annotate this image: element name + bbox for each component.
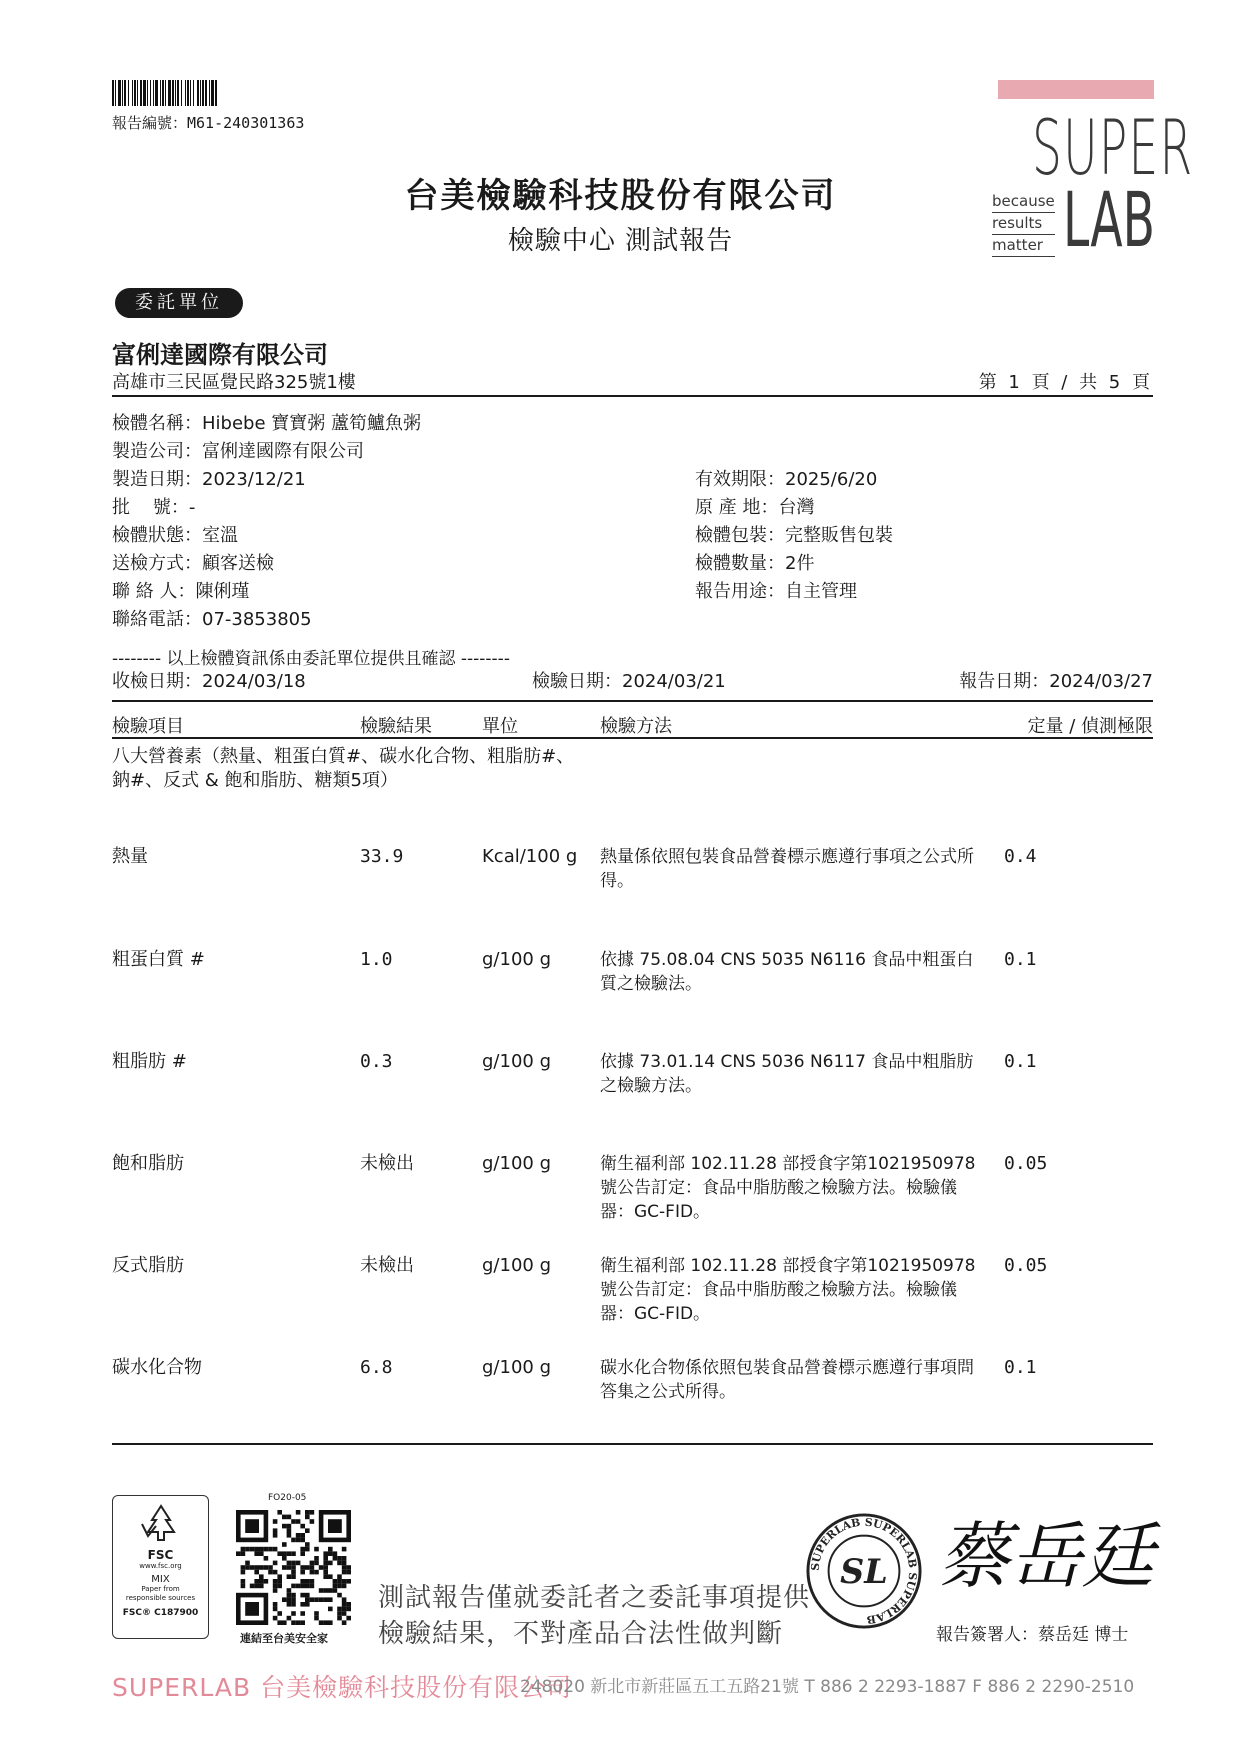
company-title: 台美檢驗科技股份有限公司 (404, 176, 837, 216)
qr-code[interactable] (236, 1510, 351, 1625)
cell-item: 反式脂肪 (112, 1255, 184, 1276)
cell-item: 碳水化合物 (112, 1357, 202, 1378)
cell-limit: 0.1 (1004, 1357, 1037, 1378)
cell-item: 粗脂肪 # (112, 1051, 187, 1072)
handwritten-signature: 蔡岳廷 (938, 1514, 1155, 1598)
fsc-site: www.fsc.org (139, 1562, 182, 1570)
cell-result: 33.9 (360, 846, 404, 867)
qr-caption: 連結至台美安全家 (240, 1632, 328, 1645)
cell-unit: g/100 g (482, 1357, 551, 1378)
cell-method: 碳水化合物係依照包裝食品營養標示應遵行事項問答集之公式所得。 (600, 1358, 974, 1402)
cell-limit: 0.05 (1004, 1153, 1048, 1174)
sample-delivery: 送檢方式：顧客送檢 (112, 553, 274, 574)
col-header-item: 檢驗項目 (112, 716, 184, 737)
sample-expiry: 有效期限：2025/6/20 (695, 469, 878, 490)
cell-item: 飽和脂肪 (112, 1153, 184, 1174)
report-number: 報告編號：M61-240301363 (112, 114, 305, 132)
cell-result: 1.0 (360, 949, 393, 970)
client-name: 富俐達國際有限公司 (112, 341, 328, 369)
report-date: 報告日期：2024/03/27 (959, 671, 1153, 692)
sample-state: 檢體狀態：室溫 (112, 525, 238, 546)
cell-method: 熱量係依照包裝食品營養標示應遵行事項之公式所得。 (600, 847, 974, 891)
group-heading-line: 鈉#、反式 & 飽和脂肪、糖類5項） (112, 770, 399, 791)
sample-phone: 聯絡電話：07-3853805 (112, 609, 312, 630)
signer: 報告簽署人：蔡岳廷 博士 (936, 1625, 1129, 1645)
cell-method: 依據 75.08.04 CNS 5035 N6116 食品中粗蛋白質之檢驗法。 (600, 950, 974, 994)
footer-contact: 248020 新北市新莊區五工五路21號 T 886 2 2293-1887 F 886 2 2290-2510 (520, 1677, 1135, 1697)
disclaimer-line: 測試報告僅就委託者之委託事項提供 (378, 1583, 811, 1613)
table-header-rule (112, 737, 1153, 739)
cell-result: 未檢出 (360, 1153, 414, 1174)
sample-contact: 聯 絡 人：陳俐瑾 (112, 581, 250, 602)
fsc-label (112, 1495, 209, 1639)
fsc-code: FSC® C187900 (122, 1608, 199, 1618)
cell-limit: 0.05 (1004, 1255, 1048, 1276)
fsc-mix: MIX (151, 1574, 170, 1585)
cell-unit: Kcal/100 g (482, 846, 578, 867)
fsc-tree-icon (136, 1502, 186, 1544)
fsc-paper: Paper from responsible sources (125, 1585, 196, 1602)
divider (112, 395, 1153, 397)
received-date: 收檢日期：2024/03/18 (112, 671, 306, 692)
company-seal (805, 1512, 923, 1630)
col-header-limit: 定量 / 偵測極限 (1027, 716, 1153, 737)
cell-method: 依據 73.01.14 CNS 5036 N6117 食品中粗脂肪之檢驗方法。 (600, 1052, 974, 1096)
client-label-badge: 委託單位 (115, 288, 243, 318)
sample-batch: 批 號：- (112, 497, 196, 518)
disclaimer (378, 1580, 810, 1652)
cell-limit: 0.4 (1004, 846, 1037, 867)
tested-date: 檢驗日期：2024/03/21 (532, 671, 726, 692)
cell-unit: g/100 g (482, 1153, 551, 1174)
qr-code-id: FO20-05 (268, 1493, 307, 1503)
barcode-bar (217, 80, 218, 106)
cell-method: 衛生福利部 102.11.28 部授食字第1021950978 號公告訂定：食品中脂肪酸之檢驗方法。檢驗儀器：GC-FID。 (600, 1154, 976, 1222)
sample-quantity: 檢體數量：2件 (695, 553, 815, 574)
cell-limit: 0.1 (1004, 1051, 1037, 1072)
col-header-method: 檢驗方法 (600, 716, 672, 737)
brand-logo-lab: LAB (1063, 175, 1155, 264)
col-header-result: 檢驗結果 (360, 716, 432, 737)
group-heading-line: 八大營養素（熱量、粗蛋白質#、碳水化合物、粗脂肪#、 (112, 746, 575, 767)
cell-unit: g/100 g (482, 1255, 551, 1276)
sample-packaging: 檢體包裝：完整販售包裝 (695, 525, 893, 546)
cell-result: 6.8 (360, 1357, 393, 1378)
sample-name: 檢體名稱：Hibebe 寶寶粥 蘆筍鱸魚粥 (112, 413, 421, 434)
cell-item: 粗蛋白質 # (112, 949, 205, 970)
brand-logo-super: SUPER (1032, 103, 1194, 192)
confirm-note: -------- 以上檢體資訊係由委託單位提供且確認 -------- (112, 649, 510, 669)
report-subtitle: 檢驗中心 測試報告 (507, 226, 734, 256)
seal-ring-text: SUPERLAB SUPERLAB SUPERLAB (808, 1515, 920, 1627)
sample-purpose: 報告用途：自主管理 (695, 581, 857, 602)
page-indicator: 第 1 頁 / 共 5 頁 (978, 372, 1153, 393)
cell-result: 未檢出 (360, 1255, 414, 1276)
cell-item: 熱量 (112, 846, 148, 867)
footer-brand: SUPERLAB 台美檢驗科技股份有限公司 (112, 1673, 573, 1702)
brand-tagline-line: matter (992, 235, 1055, 257)
cell-result: 0.3 (360, 1051, 393, 1072)
sample-origin: 原 產 地：台灣 (695, 497, 815, 518)
cell-method: 衛生福利部 102.11.28 部授食字第1021950978 號公告訂定：食品中脂肪酸之檢驗方法。檢驗儀器：GC-FID。 (600, 1256, 976, 1324)
table-bottom-rule (112, 1443, 1153, 1445)
brand-tagline-line: results (992, 213, 1055, 235)
disclaimer-line: 檢驗結果，不對產品合法性做判斷 (378, 1619, 784, 1649)
barcode (112, 80, 344, 106)
cell-unit: g/100 g (482, 949, 551, 970)
table-top-rule (112, 700, 1153, 702)
col-header-unit: 單位 (482, 716, 518, 737)
sample-mfg-date: 製造日期：2023/12/21 (112, 469, 306, 490)
brand-accent-bar (998, 80, 1154, 99)
cell-limit: 0.1 (1004, 949, 1037, 970)
sample-manufacturer: 製造公司：富俐達國際有限公司 (112, 441, 364, 462)
seal-initials: SL (840, 1551, 888, 1591)
brand-tagline-line: because (992, 191, 1055, 213)
fsc-logo-text: FSC (147, 1548, 174, 1562)
client-address: 高雄市三民區覺民路325號1樓 (112, 372, 356, 393)
cell-unit: g/100 g (482, 1051, 551, 1072)
